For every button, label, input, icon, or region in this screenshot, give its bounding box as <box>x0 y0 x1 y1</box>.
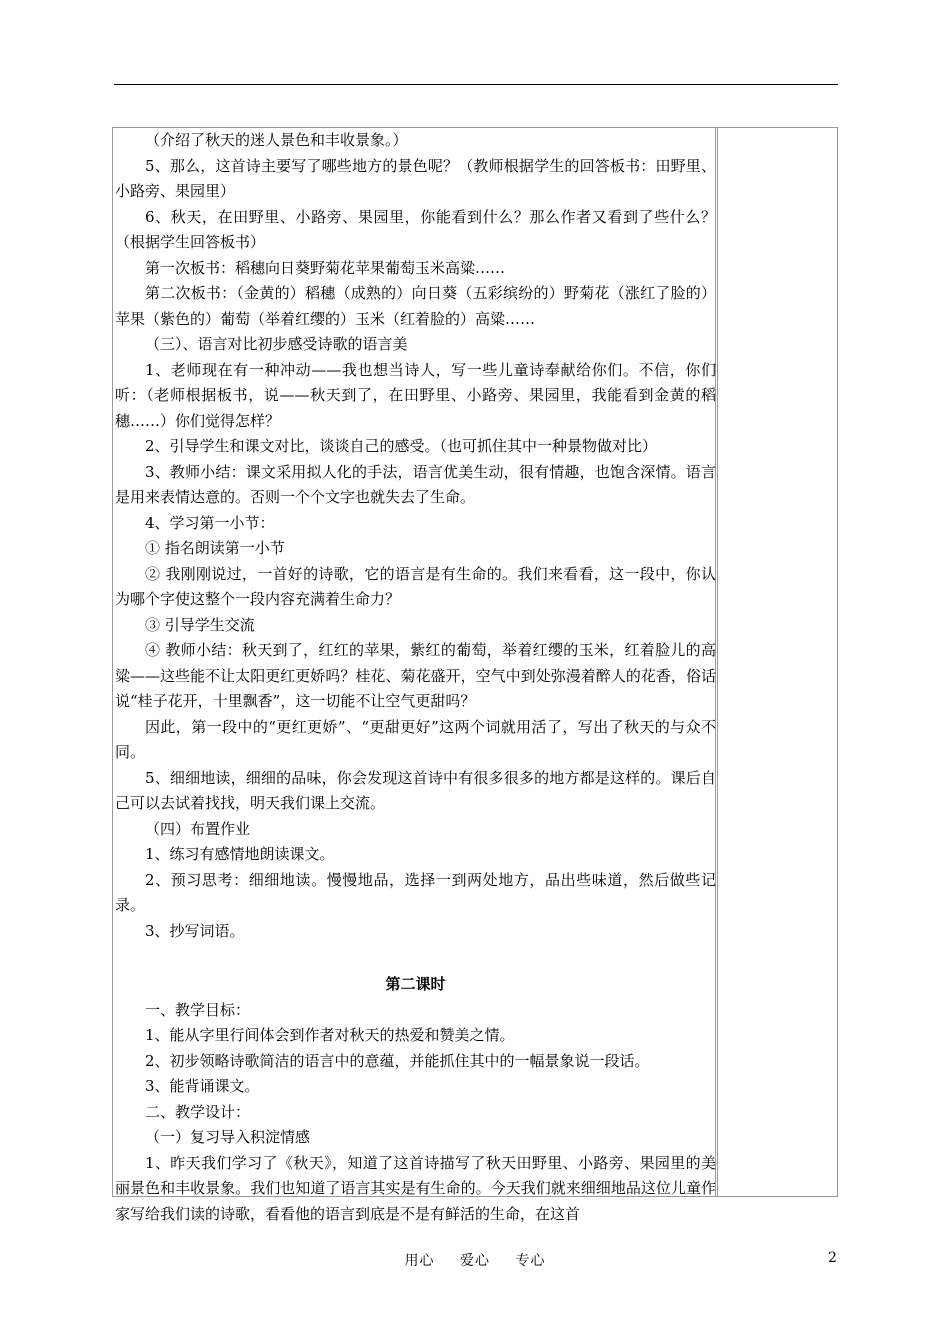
paragraph: 第二次板书：（金黄的）稻穗（成熟的）向日葵（五彩缤纷的）野菊花（涨红了脸的）苹果（紫色的）葡萄（举着红缨的）玉米（红着脸的）高粱…… <box>115 284 716 328</box>
paragraph: （三）、语言对比初步感受诗歌的语言美 <box>145 335 408 353</box>
footer-item: 专心 <box>515 1253 546 1269</box>
footer <box>0 1250 950 1270</box>
paragraph: 二、教学设计： <box>145 1102 251 1121</box>
lesson-table <box>112 127 838 1223</box>
main-column <box>113 128 718 1223</box>
paragraph: （介绍了秋天的迷人景色和丰收景象。） <box>145 131 408 149</box>
side-column <box>721 128 837 1196</box>
paragraph: 一、教学目标： <box>145 1000 251 1019</box>
paragraph: 4、学习第一小节： <box>145 513 275 532</box>
paragraph: 1、练习有感情地朗读课文。 <box>145 845 335 863</box>
paragraph: 2、初步领略诗歌简洁的语言中的意蕴，并能抓住其中的一幅景象说一段话。 <box>145 1051 650 1070</box>
paragraph: ① 指名朗读第一小节 <box>145 539 285 557</box>
header-rule <box>114 84 838 85</box>
paragraph: 1、能从字里行间体会到作者对秋天的热爱和赞美之情。 <box>145 1026 515 1044</box>
paragraph: 因此，第一段中的“更红更娇”、“更甜更好”这两个词就用活了，写出了秋天的与众不同。 <box>115 717 716 761</box>
paragraph: 5、细细地读，细细的品味，你会发现这首诗中有很多很多的地方都是这样的。课后自己可以去试着找找，明天我们课上交流。 <box>115 768 716 812</box>
spacer <box>115 944 716 972</box>
paragraph: 3、教师小结：课文采用拟人化的手法，语言优美生动，很有情趣，也饱含深情。语言是用来表情达意的。否则一个个文字也就失去了生命。 <box>115 462 716 506</box>
paragraph: 6、秋天，在田野里、小路旁、果园里，你能看到什么？那么作者又看到了些什么？（根据学生回答板书） <box>115 207 716 251</box>
paragraph: ③ 引导学生交流 <box>145 615 255 634</box>
paragraph: 1、昨天我们学习了《秋天》，知道了这首诗描写了秋天田野里、小路旁、果园里的美丽景色和丰收景象。我们也知道了语言其实是有生命的。今天我们就来细细地品这位儿童作家写给我们读的诗歌，看看他的语言到底是不是有鲜活的生命，在这首 <box>115 1153 716 1223</box>
paragraph: ④ 教师小结：秋天到了，红红的苹果，紫红的葡萄，举着红缨的玉米，红着脸儿的高粱——这些能不让太阳更红更娇吗？桂花、菊花盛开，空气中到处弥漫着醉人的花香，俗话说“桂子花开，十里飘香”，这一切能不让空气更甜吗？ <box>115 641 716 710</box>
paragraph: 2、预习思考：细细地读。慢慢地品，选择一到两处地方，品出些味道，然后做些记录。 <box>115 870 716 914</box>
paragraph: 5、那么，这首诗主要写了哪些地方的景色呢？（教师根据学生的回答板书：田野里、小路旁、果园里） <box>115 156 716 200</box>
footer-item: 爱心 <box>460 1253 490 1269</box>
paragraph: 3、能背诵课文。 <box>145 1077 260 1095</box>
main-content <box>115 128 716 1227</box>
footer-item: 用心 <box>404 1253 435 1269</box>
paragraph: 第一次板书：稻穗向日葵野菊花苹果葡萄玉米高粱…… <box>145 258 506 277</box>
paragraph: 2、引导学生和课文对比，谈谈自己的感受。（也可抓住其中一种景物做对比） <box>145 437 658 455</box>
paragraph: ② 我刚刚说过，一首好的诗歌，它的语言是有生命的。我们来看看，这一段中，你认为哪个字使这整个一段内容充满着生命力？ <box>115 564 716 608</box>
page-number: 2 <box>828 1250 837 1266</box>
paragraph: 1、老师现在有一种冲动——我也想当诗人，写一些儿童诗奉献给你们。不信，你们听：（老师根据板书，说——秋天到了，在田野里、小路旁、果园里，我能看到金黄的稻穗……）你们觉得怎样？ <box>115 360 716 430</box>
paragraph: （一）复习导入积淀情感 <box>145 1128 311 1146</box>
section-title: 第二课时 <box>385 975 446 993</box>
paragraph: 3、抄写词语。 <box>145 921 245 940</box>
paragraph: （四）布置作业 <box>145 819 251 838</box>
